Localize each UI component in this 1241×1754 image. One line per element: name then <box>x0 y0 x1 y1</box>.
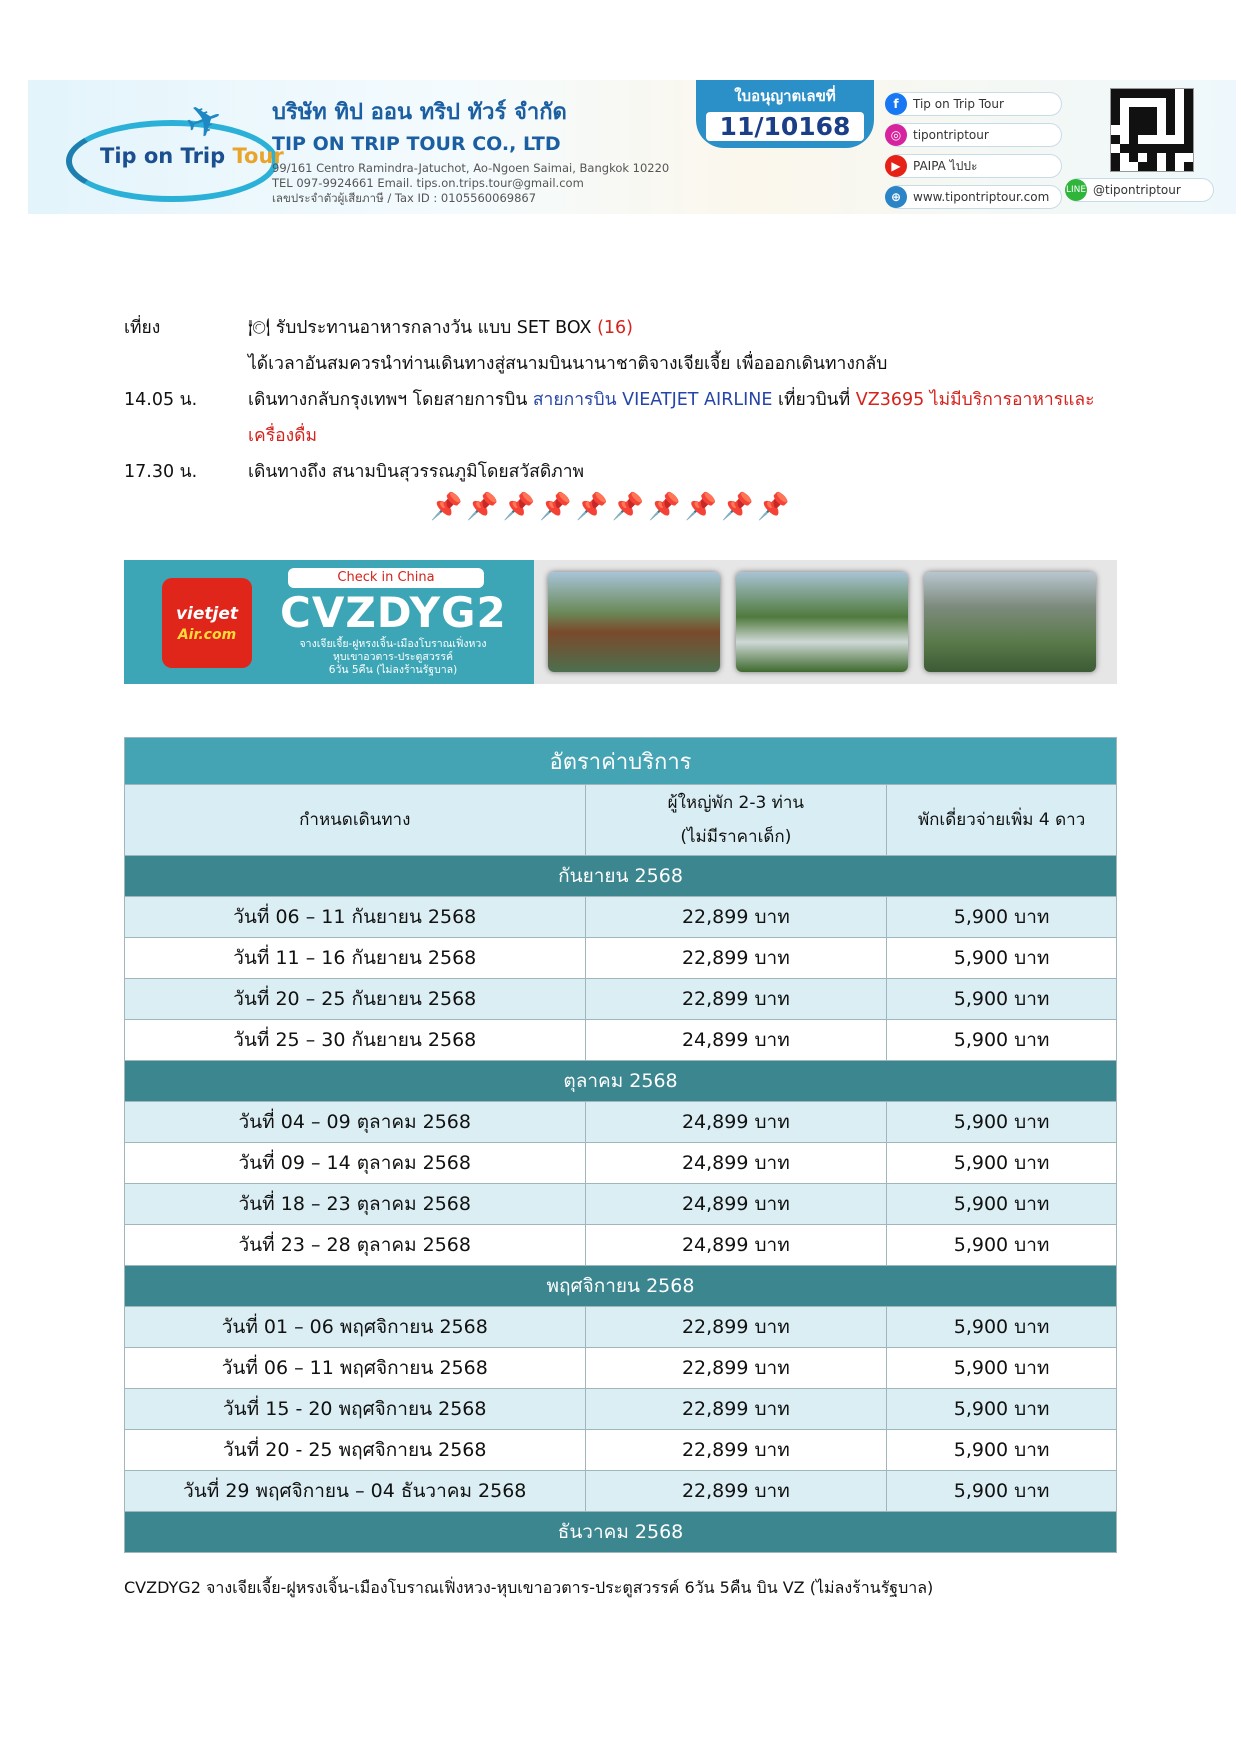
qr-module <box>1157 162 1166 171</box>
check-in-label: Check in China <box>288 568 484 588</box>
line-link[interactable] <box>1066 178 1214 202</box>
furong-waterfall-photo <box>736 572 908 672</box>
qr-module <box>1138 144 1147 153</box>
table-row <box>125 979 1117 1020</box>
table-row <box>125 938 1117 979</box>
qr-module <box>1157 153 1166 162</box>
qr-module <box>1111 153 1120 162</box>
meal-icon: 🍽 <box>248 318 271 338</box>
qr-module <box>1157 98 1166 107</box>
fenghuang-photo <box>548 572 720 672</box>
company-contact: TEL 097-9924661 Email. tips.on.trips.tour@gmail.com <box>272 176 584 190</box>
program-banner <box>124 560 1117 684</box>
month-name: ตุลาคม 2568 <box>125 1061 1117 1102</box>
qr-module <box>1129 125 1138 134</box>
column-header-single: พักเดี่ยวจ่ายเพิ่ม 4 ดาว <box>887 785 1117 856</box>
qr-module <box>1138 116 1147 125</box>
travel-date: วันที่ 01 – 06 พฤศจิกายน 2568 <box>125 1307 586 1348</box>
travel-date: วันที่ 09 – 14 ตุลาคม 2568 <box>125 1143 586 1184</box>
youtube-icon: ▶ <box>885 155 907 177</box>
vietjet-logo-text: vietjet <box>175 604 239 624</box>
license-number: 11/10168 <box>706 112 865 141</box>
qr-module <box>1175 98 1184 107</box>
qr-module <box>1175 116 1184 125</box>
flight-number: VZ3695 ไม่มีบริการอาหารและ <box>855 390 1095 410</box>
instagram-link[interactable] <box>886 123 1062 147</box>
qr-module <box>1129 89 1138 98</box>
travel-date: วันที่ 18 – 23 ตุลาคม 2568 <box>125 1184 586 1225</box>
program-line: 6วัน 5คืน (ไม่ลงร้านรัฐบาล) <box>328 664 458 676</box>
travel-date: วันที่ 20 - 25 พฤศจิกายน 2568 <box>125 1430 586 1471</box>
qr-module <box>1184 116 1193 125</box>
table-row <box>125 1102 1117 1143</box>
qr-module <box>1184 135 1193 144</box>
website-link-text: www.tipontriptour.com <box>913 190 1050 204</box>
single-supplement: 5,900 บาท <box>887 1389 1117 1430</box>
travel-date: วันที่ 15 - 20 พฤศจิกายน 2568 <box>125 1389 586 1430</box>
qr-module <box>1166 116 1175 125</box>
qr-module <box>1166 162 1175 171</box>
license-label: ใบอนุญาตเลขที่ <box>734 87 836 105</box>
adult-price: 22,899 บาท <box>585 1348 887 1389</box>
qr-module <box>1129 135 1138 144</box>
table-row <box>125 1471 1117 1512</box>
qr-module <box>1147 89 1156 98</box>
itinerary-text: เดินทางกลับกรุงเทพฯ โดยสายการบิน <box>248 390 533 410</box>
vietjet-logo <box>162 578 252 668</box>
qr-module <box>1166 153 1175 162</box>
qr-module <box>1175 107 1184 116</box>
footer-program-title: CVZDYG2 จางเจียเจี้ย-ฝูหรงเจิ้น-เมืองโบราณเฟิ่งหวง-หุบเขาอวตาร-ประตูสวรรค์ 6วัน 5คืน บิน VZ (ไม่ลงร้านรัฐบาล) <box>124 1578 934 1597</box>
qr-module <box>1147 116 1156 125</box>
instagram-link-text: tipontriptour <box>913 128 989 142</box>
airline-name: สายการบิน VIEATJET AIRLINE <box>532 390 773 410</box>
travel-date: วันที่ 11 – 16 กันยายน 2568 <box>125 938 586 979</box>
qr-module <box>1111 89 1120 98</box>
month-header-row <box>125 1061 1117 1102</box>
license-badge <box>696 80 874 148</box>
logo-text-b: Tour <box>232 144 284 168</box>
qr-module <box>1175 89 1184 98</box>
qr-module <box>1184 107 1193 116</box>
travel-date: วันที่ 04 – 09 ตุลาคม 2568 <box>125 1102 586 1143</box>
qr-module <box>1129 153 1138 162</box>
company-logo <box>66 91 284 198</box>
itinerary-text: รับประทานอาหารกลางวัน แบบ SET BOX <box>275 318 598 338</box>
qr-module <box>1129 116 1138 125</box>
single-supplement: 5,900 บาท <box>887 1430 1117 1471</box>
qr-module <box>1120 98 1129 107</box>
company-address: 99/161 Centro Ramindra-Jatuchot, Ao-Ngoen Saimai, Bangkok 10220 <box>272 161 670 175</box>
column-header-dates: กำหนดเดินทาง <box>125 785 586 856</box>
adult-price: 22,899 บาท <box>585 979 887 1020</box>
qr-module <box>1147 144 1156 153</box>
qr-module <box>1166 144 1175 153</box>
qr-module <box>1129 144 1138 153</box>
logo-text <box>100 144 284 168</box>
single-supplement: 5,900 บาท <box>887 1471 1117 1512</box>
adult-price: 22,899 บาท <box>585 1389 887 1430</box>
qr-module <box>1175 125 1184 134</box>
qr-module <box>1120 125 1129 134</box>
itinerary-row <box>124 310 1114 346</box>
price-table <box>124 737 1117 1553</box>
itinerary-time: 14.05 น. <box>124 390 198 410</box>
heaven-gate-photo <box>924 572 1096 672</box>
facebook-link[interactable] <box>886 92 1062 116</box>
qr-module <box>1184 162 1193 171</box>
qr-module <box>1138 153 1147 162</box>
single-supplement: 5,900 บาท <box>887 1225 1117 1266</box>
company-tax-id: เลขประจำตัวผู้เสียภาษี / Tax ID : 0105560069867 <box>272 191 537 205</box>
program-line: หุบเขาอวตาร-ประตูสวรรค์ <box>333 651 453 663</box>
company-name-english: TIP ON TRIP TOUR CO., LTD <box>272 133 561 155</box>
travel-date: วันที่ 23 – 28 ตุลาคม 2568 <box>125 1225 586 1266</box>
table-row <box>125 897 1117 938</box>
qr-module <box>1111 162 1120 171</box>
youtube-link[interactable] <box>886 154 1062 178</box>
qr-module <box>1184 98 1193 107</box>
table-row <box>125 1184 1117 1225</box>
qr-module <box>1120 135 1129 144</box>
adult-price: 22,899 บาท <box>585 1471 887 1512</box>
single-supplement: 5,900 บาท <box>887 979 1117 1020</box>
itinerary-detail <box>248 310 1114 346</box>
price-table-title: อัตราค่าบริการ <box>125 738 1117 785</box>
single-supplement: 5,900 บาท <box>887 897 1117 938</box>
vietjet-logo-domain: Air.com <box>177 627 237 643</box>
website-link[interactable] <box>886 185 1062 209</box>
qr-module <box>1157 135 1166 144</box>
qr-module <box>1120 162 1129 171</box>
adult-price: 24,899 บาท <box>585 1020 887 1061</box>
logo-text-a: Tip on Trip <box>100 144 233 168</box>
table-row <box>125 1389 1117 1430</box>
line-icon: LINE <box>1065 179 1087 201</box>
month-name: พฤศจิกายน 2568 <box>125 1266 1117 1307</box>
flight-number-cont: เครื่องดื่ม <box>248 426 318 446</box>
program-code: CVZDYG2 <box>280 588 507 637</box>
adult-price: 24,899 บาท <box>585 1102 887 1143</box>
qr-module <box>1138 162 1147 171</box>
qr-module <box>1111 98 1120 107</box>
month-header-row <box>125 1266 1117 1307</box>
single-supplement: 5,900 บาท <box>887 1102 1117 1143</box>
meal-note: (16) <box>597 318 633 338</box>
itinerary-row <box>124 454 1114 490</box>
qr-module <box>1129 162 1138 171</box>
qr-module <box>1184 89 1193 98</box>
destination-photos <box>534 560 1117 684</box>
adult-price: 22,899 บาท <box>585 1430 887 1471</box>
itinerary-time: 17.30 น. <box>124 462 198 482</box>
itinerary-row <box>124 382 1114 454</box>
qr-module <box>1147 162 1156 171</box>
qr-module <box>1157 116 1166 125</box>
qr-module <box>1157 144 1166 153</box>
month-header-row <box>125 1512 1117 1553</box>
table-row <box>125 1020 1117 1061</box>
pushpin-divider-icon: 📌📌📌📌📌📌📌📌📌📌 <box>430 492 794 522</box>
qr-module <box>1129 107 1138 116</box>
qr-module <box>1147 153 1156 162</box>
adult-price: 22,899 บาท <box>585 1307 887 1348</box>
single-supplement: 5,900 บาท <box>887 1307 1117 1348</box>
qr-module <box>1111 135 1120 144</box>
qr-module <box>1166 125 1175 134</box>
travel-date: วันที่ 25 – 30 กันยายน 2568 <box>125 1020 586 1061</box>
facebook-icon: f <box>885 93 907 115</box>
month-name: ธันวาคม 2568 <box>125 1512 1117 1553</box>
itinerary-detail <box>248 382 1114 454</box>
qr-module <box>1157 125 1166 134</box>
single-supplement: 5,900 บาท <box>887 938 1117 979</box>
qr-module <box>1157 89 1166 98</box>
qr-module <box>1184 153 1193 162</box>
qr-module <box>1120 153 1129 162</box>
adult-price: 24,899 บาท <box>585 1184 887 1225</box>
social-links <box>886 92 1062 214</box>
itinerary-time: เที่ยง <box>124 318 161 338</box>
adult-price: 24,899 บาท <box>585 1143 887 1184</box>
qr-module <box>1111 107 1120 116</box>
qr-module <box>1111 144 1120 153</box>
qr-module <box>1157 107 1166 116</box>
itinerary <box>124 310 1114 490</box>
qr-module <box>1138 98 1147 107</box>
qr-module <box>1111 116 1120 125</box>
line-id-text: @tipontriptour <box>1093 183 1181 197</box>
qr-module <box>1120 89 1129 98</box>
qr-module <box>1138 89 1147 98</box>
table-row <box>125 1225 1117 1266</box>
column-header-adult <box>585 785 887 856</box>
qr-module <box>1175 162 1184 171</box>
itinerary-time <box>124 346 248 382</box>
qr-module <box>1175 144 1184 153</box>
month-name: กันยายน 2568 <box>125 856 1117 897</box>
qr-module <box>1166 98 1175 107</box>
qr-module <box>1147 125 1156 134</box>
program-description <box>288 638 498 677</box>
qr-module <box>1184 144 1193 153</box>
table-row <box>125 1143 1117 1184</box>
qr-module <box>1175 153 1184 162</box>
adult-price: 24,899 บาท <box>585 1225 887 1266</box>
column-header-adult-line2: (ไม่มีราคาเด็ก) <box>680 827 792 847</box>
column-header-adult-line1: ผู้ใหญ่พัก 2-3 ท่าน <box>667 793 805 813</box>
table-row <box>125 1348 1117 1389</box>
single-supplement: 5,900 บาท <box>887 1184 1117 1225</box>
qr-module <box>1147 135 1156 144</box>
travel-date: วันที่ 29 พฤศจิกายน – 04 ธันวาคม 2568 <box>125 1471 586 1512</box>
single-supplement: 5,900 บาท <box>887 1143 1117 1184</box>
table-row <box>125 1430 1117 1471</box>
single-supplement: 5,900 บาท <box>887 1020 1117 1061</box>
company-info <box>272 94 669 206</box>
month-header-row <box>125 856 1117 897</box>
program-line: จางเจียเจี้ย-ฝูหรงเจิ้น-เมืองโบราณเฟิ่งหวง <box>299 638 487 650</box>
globe-icon: ⊕ <box>885 186 907 208</box>
qr-module <box>1147 107 1156 116</box>
travel-date: วันที่ 20 – 25 กันยายน 2568 <box>125 979 586 1020</box>
qr-module <box>1120 144 1129 153</box>
facebook-link-text: Tip on Trip Tour <box>913 97 1004 111</box>
qr-module <box>1166 89 1175 98</box>
company-header-banner <box>28 80 1236 214</box>
table-row <box>125 1307 1117 1348</box>
instagram-icon: ◎ <box>885 124 907 146</box>
itinerary-text: ได้เวลาอันสมควรนำท่านเดินทางสู่สนามบินนานาชาติจางเจียเจี้ย เพื่อออกเดินทางกลับ <box>248 354 888 374</box>
qr-module <box>1175 135 1184 144</box>
adult-price: 22,899 บาท <box>585 897 887 938</box>
qr-module <box>1166 107 1175 116</box>
qr-module <box>1138 107 1147 116</box>
qr-module <box>1120 107 1129 116</box>
airplane-icon: ✈ <box>178 91 231 152</box>
qr-module <box>1120 116 1129 125</box>
single-supplement: 5,900 บาท <box>887 1348 1117 1389</box>
youtube-link-text: PAIPA ไปปะ <box>913 158 978 173</box>
qr-code <box>1110 88 1194 172</box>
travel-date: วันที่ 06 – 11 กันยายน 2568 <box>125 897 586 938</box>
qr-module <box>1147 98 1156 107</box>
itinerary-text: เดินทางถึง สนามบินสุวรรณภูมิโดยสวัสดิภาพ <box>248 462 585 482</box>
qr-module <box>1166 135 1175 144</box>
qr-module <box>1138 125 1147 134</box>
itinerary-row <box>124 346 1114 382</box>
qr-module <box>1138 135 1147 144</box>
qr-module <box>1111 125 1120 134</box>
qr-module <box>1184 125 1193 134</box>
company-name-thai: บริษัท ทิป ออน ทริป ทัวร์ จำกัด <box>272 100 567 125</box>
qr-module <box>1129 98 1138 107</box>
travel-date: วันที่ 06 – 11 พฤศจิกายน 2568 <box>125 1348 586 1389</box>
adult-price: 22,899 บาท <box>585 938 887 979</box>
itinerary-text: เที่ยวบินที่ <box>772 390 856 410</box>
